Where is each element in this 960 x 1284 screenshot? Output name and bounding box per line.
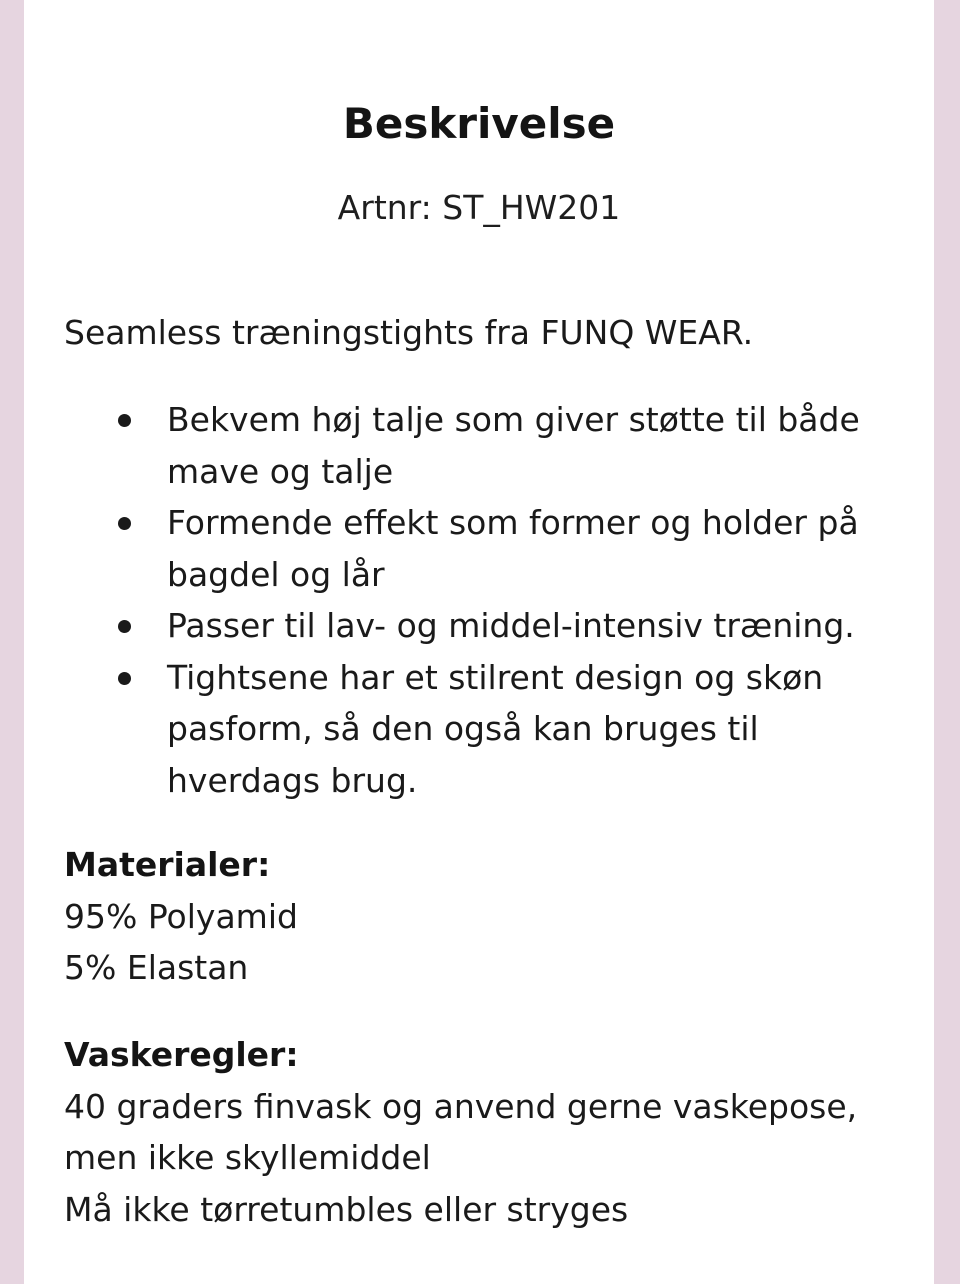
washing-heading: Vaskeregler: xyxy=(64,1035,299,1074)
article-number: Artnr: ST_HW201 xyxy=(337,188,621,227)
list-item-text: Bekvem høj talje som giver støtte til både mave og talje xyxy=(167,400,860,491)
bullet-icon xyxy=(118,620,131,633)
page-title: Beskrivelse xyxy=(342,99,616,148)
materials-section xyxy=(64,839,904,994)
washing-section xyxy=(64,1029,904,1235)
bullet-icon xyxy=(118,414,131,427)
washing-line: 40 graders finvask og anvend gerne vaskepose, men ikke skyllemiddel xyxy=(64,1086,858,1177)
list-item xyxy=(167,600,904,652)
materials-heading: Materialer: xyxy=(64,845,271,884)
material-line: 95% Polyamid xyxy=(64,896,298,936)
description-card xyxy=(24,0,934,1284)
list-item-text: Formende effekt som former og holder på bagdel og lår xyxy=(167,503,859,594)
list-item-text: Tightsene har et stilrent design og skøn pasform, så den også kan bruges til hverdags brug. xyxy=(167,657,824,800)
bullet-icon xyxy=(118,672,131,685)
washing-line: Må ikke tørretumbles eller stryges xyxy=(64,1189,629,1229)
list-item xyxy=(167,497,904,600)
feature-list xyxy=(167,394,904,806)
intro-text: Seamless træningstights fra FUNQ WEAR. xyxy=(64,313,754,352)
list-item xyxy=(167,652,904,807)
bullet-icon xyxy=(118,517,131,530)
list-item-text: Passer til lav- og middel-intensiv træning. xyxy=(167,606,855,645)
material-line: 5% Elastan xyxy=(64,948,249,987)
list-item xyxy=(167,394,904,497)
